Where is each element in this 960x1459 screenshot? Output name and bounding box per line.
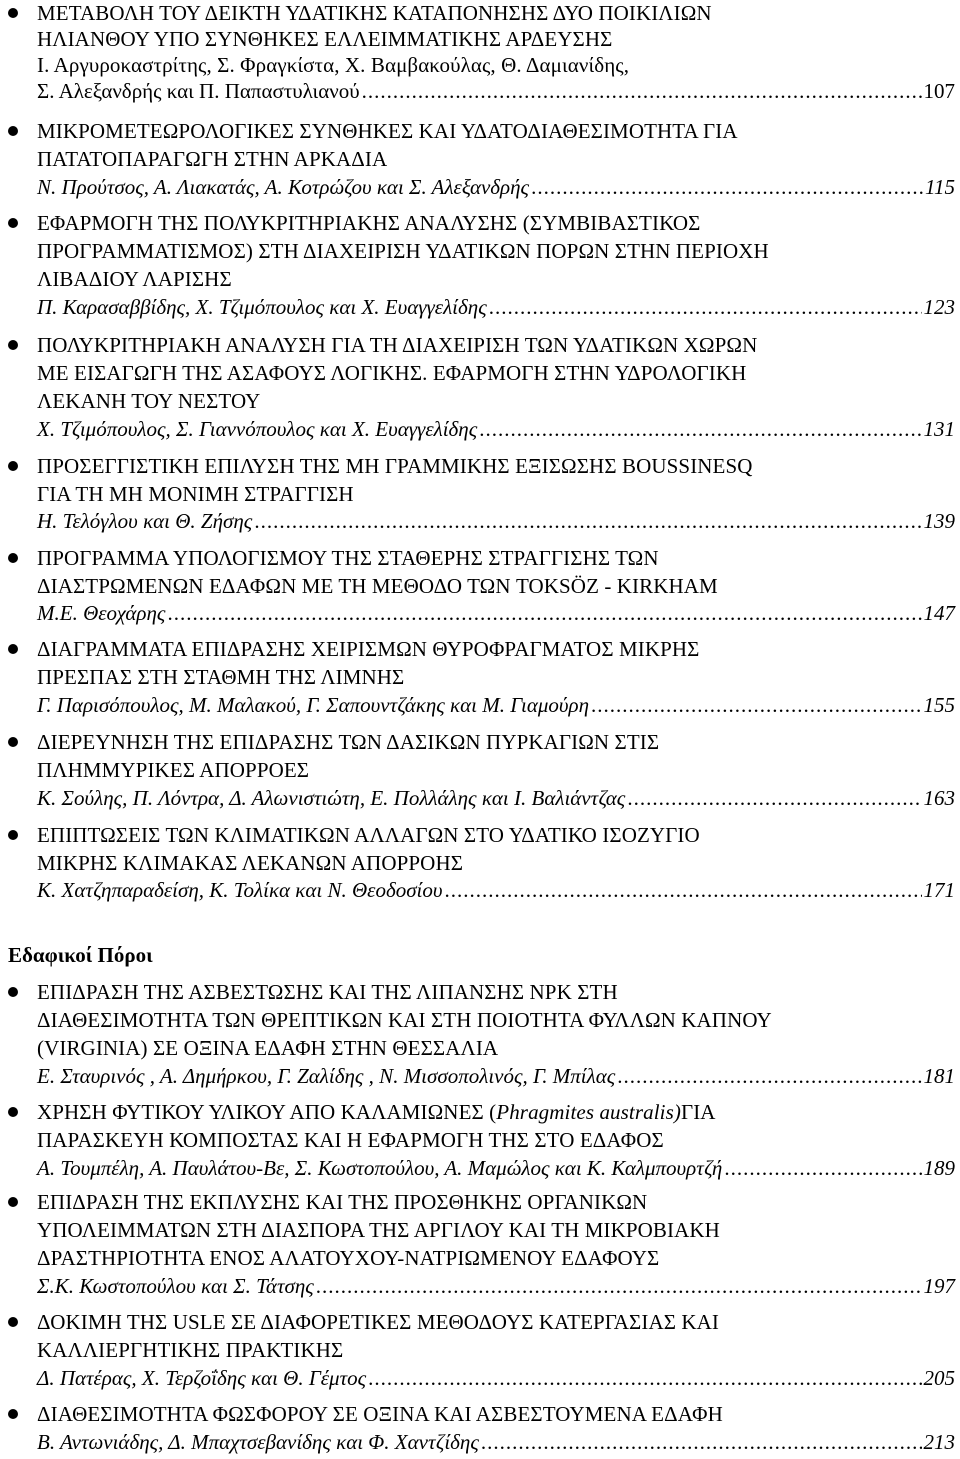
dot-leader [479,416,921,442]
dot-leader [591,692,921,718]
entry-title-line: ΕΠΙΔΡΑΣΗ ΤΗΣ ΑΣΒΕΣΤΩΣΗΣ ΚΑΙ ΤΗΣ ΛΙΠΑΝΣΗΣ NPK ΣΤΗ [37,980,618,1004]
entry-authors: Η. Τελόγλου και Θ. Ζήσης [37,509,253,533]
entry-title-line: ΠΡΟΓΡΑΜΜΑ ΥΠΟΛΟΓΙΣΜΟΥ ΤΗΣ ΣΤΑΘΕΡΗΣ ΣΤΡΑΓΓΙΣΗΣ ΤΩΝ [37,546,659,570]
entry-authors: Π. Καρασαββίδης, Χ. Τζιμόπουλος και Χ. Ευαγγελίδης [37,295,487,319]
entry-page-number: 139 [923,509,955,533]
entry-authors: Β. Αντωνιάδης, Δ. Μπαχτσεβανίδης και Φ. Χαντζίδης [37,1430,479,1454]
entry-author-row [37,78,955,104]
entry-title-text: ΧΡΗΣΗ ΦΥΤΙΚΟΥ ΥΛΙΚΟΥ ΑΠΟ ΚΑΛΑΜΙΩΝΕΣ ( [37,1100,497,1124]
bullet-icon [8,830,18,840]
entry-authors: Ι. Αργυροκαστρίτης, Σ. Φραγκίστα, Χ. Βαμβακούλας, Θ. Δαμιανίδης, [37,53,630,77]
bullet-icon [8,126,18,136]
entry-page-number: 205 [923,1366,955,1390]
entry-title-line: ΜΙΚΡΗΣ ΚΛΙΜΑΚΑΣ ΛΕΚΑΝΩΝ ΑΠΟΡΡΟΗΣ [37,851,464,875]
dot-leader [167,600,921,626]
entry-page-number: 115 [925,175,955,199]
entry-author-row [37,1429,955,1455]
entry-authors: Σ.Κ. Κωστοπούλου και Σ. Τάτσης [37,1274,314,1298]
dot-leader [531,174,923,200]
entry-authors: Μ.Ε. Θεοχάρης [37,601,166,625]
entry-title-line: ΗΛΙΑΝΘΟΥ ΥΠΟ ΣΥΝΘΗΚΕΣ ΕΛΛΕΙΜΜΑΤΙΚΗΣ ΑΡΔΕΥΣΗΣ [37,27,613,51]
dot-leader [362,78,922,104]
entry-page-number: 213 [923,1430,955,1454]
entry-authors: Κ. Χατζηπαραδείση, Κ. Τολίκα και Ν. Θεοδοσίου [37,878,443,902]
entry-page-number: 181 [923,1064,955,1088]
bullet-icon [8,1197,18,1207]
bullet-icon [8,644,18,654]
entry-title-line [37,1099,716,1125]
entry-title-line: ΠΡΟΓΡΑΜΜΑΤΙΣΜΟΣ) ΣΤΗ ΔΙΑΧΕΙΡΙΣΗ ΥΔΑΤΙΚΩΝ ΠΟΡΩΝ ΣΤΗΝ ΠΕΡΙΟΧΗ [37,239,769,263]
entry-author-row [37,877,955,903]
dot-leader [481,1429,922,1455]
entry-title-line: ΥΠΟΛΕΙΜΜΑΤΩΝ ΣΤΗ ΔΙΑΣΠΟΡΑ ΤΗΣ ΑΡΓΙΛΟΥ ΚΑΙ ΤΗ ΜΙΚΡΟΒΙΑΚΗ [37,1218,720,1242]
entry-title-italic: Phragmites australis) [496,1100,681,1124]
entry-title-line: ΠΟΛΥΚΡΙΤΗΡΙΑΚΗ ΑΝΑΛΥΣΗ ΓΙΑ ΤΗ ΔΙΑΧΕΙΡΙΣΗ ΤΩΝ ΥΔΑΤΙΚΩΝ ΧΩΡΩΝ [37,333,758,357]
bullet-icon [8,987,18,997]
entry-title-line: ΔΙΕΡΕΥΝΗΣΗ ΤΗΣ ΕΠΙΔΡΑΣΗΣ ΤΩΝ ΔΑΣΙΚΩΝ ΠΥΡΚΑΓΙΩΝ ΣΤΙΣ [37,730,660,754]
dot-leader [368,1365,921,1391]
entry-authors: Δ. Πατέρας, Χ. Τερζοΐδης και Θ. Γέμτος [37,1366,367,1390]
entry-author-row [37,174,955,200]
entry-authors: Σ. Αλεξανδρής και Π. Παπαστυλιανού [37,79,360,103]
entry-page-number: 147 [923,601,955,625]
entry-title-line: ΠΡΟΣΕΓΓΙΣΤΙΚΗ ΕΠΙΛΥΣΗ ΤΗΣ ΜΗ ΓΡΑΜΜΙΚΗΣ ΕΞΙΣΩΣΗΣ BOUSSINESQ [37,454,753,478]
entry-title-line: ΚΑΛΛΙΕΡΓΗΤΙΚΗΣ ΠΡΑΚΤΙΚΗΣ [37,1338,344,1362]
bullet-icon [8,1107,18,1117]
entry-title-line: ΓΙΑ ΤΗ ΜΗ ΜΟΝΙΜΗ ΣΤΡΑΓΓΙΣΗ [37,482,354,506]
entry-page-number: 155 [923,693,955,717]
entry-title-text: ΓΙΑ [680,1100,716,1124]
entry-title-line: ΔΙΑΘΕΣΙΜΟΤΗΤΑ ΤΩΝ ΘΡΕΠΤΙΚΩΝ ΚΑΙ ΣΤΗ ΠΟΙΟΤΗΤΑ ΦΥΛΛΩΝ ΚΑΠΝΟΥ [37,1008,772,1032]
entry-title-line: ΛΕΚΑΝΗ ΤΟΥ ΝΕΣΤΟΥ [37,389,261,413]
entry-page-number: 171 [923,878,955,902]
entry-author-row [37,692,955,718]
entry-title-line: ΕΠΙΔΡΑΣΗ ΤΗΣ ΕΚΠΛΥΣΗΣ ΚΑΙ ΤΗΣ ΠΡΟΣΘΗΚΗΣ ΟΡΓΑΝΙΚΩΝ [37,1190,648,1214]
bullet-icon [8,461,18,471]
bullet-icon [8,1409,18,1419]
dot-leader [489,294,922,320]
entry-title-line: ΠΑΡΑΣΚΕΥΗ ΚΟΜΠΟΣΤΑΣ ΚΑΙ Η ΕΦΑΡΜΟΓΗ ΤΗΣ ΣΤΟ ΕΔΑΦΟΣ [37,1128,664,1152]
entry-page-number: 123 [923,295,955,319]
entry-page-number: 131 [923,417,955,441]
entry-page-number: 189 [923,1156,955,1180]
dot-leader [724,1155,921,1181]
entry-authors: Χ. Τζιμόπουλος, Σ. Γιαννόπουλος και Χ. Ευαγγελίδης [37,417,478,441]
entry-author-row [37,1155,955,1181]
bullet-icon [8,1317,18,1327]
entry-author-row [37,416,955,442]
entry-authors: Ν. Προύτσος, Α. Λιακατάς, Α. Κοτρώζου και Σ. Αλεξανδρής [37,175,530,199]
entry-author-row [37,600,955,626]
entry-title-line: ΜΕ ΕΙΣΑΓΩΓΗ ΤΗΣ ΑΣΑΦΟΥΣ ΛΟΓΙΚΗΣ. ΕΦΑΡΜΟΓΗ ΣΤΗΝ ΥΔΡΟΛΟΓΙΚΗ [37,361,747,385]
entry-title-line: ΠΡΕΣΠΑΣ ΣΤΗ ΣΤΑΘΜΗ ΤΗΣ ΛΙΜΝΗΣ [37,665,405,689]
entry-title-line: ΔΟΚΙΜΗ ΤΗΣ USLE ΣΕ ΔΙΑΦΟΡΕΤΙΚΕΣ ΜΕΘΟΔΟΥΣ ΚΑΤΕΡΓΑΣΙΑΣ ΚΑΙ [37,1310,720,1334]
dot-leader [254,508,921,534]
entry-title-line: ΜΙΚΡΟΜΕΤΕΩΡΟΛΟΓΙΚΕΣ ΣΥΝΘΗΚΕΣ ΚΑΙ ΥΔΑΤΟΔΙΑΘΕΣΙΜΟΤΗΤΑ ΓΙΑ [37,119,738,143]
entry-title-line: ΜΕΤΑΒΟΛΗ ΤΟΥ ΔΕΙΚΤΗ ΥΔΑΤΙΚΗΣ ΚΑΤΑΠΟΝΗΣΗΣ ΔΥΟ ΠΟΙΚΙΛΙΩΝ [37,1,712,25]
entry-title-line: ΔΙΑΘΕΣΙΜΟΤΗΤΑ ΦΩΣΦΟΡΟΥ ΣΕ ΟΞΙΝΑ ΚΑΙ ΑΣΒΕΣΤΟΥΜΕΝΑ ΕΔΑΦΗ [37,1402,723,1426]
entry-author-row [37,508,955,534]
entry-author-row [37,1273,955,1299]
entry-title-line: ΕΦΑΡΜΟΓΗ ΤΗΣ ΠΟΛΥΚΡΙΤΗΡΙΑΚΗΣ ΑΝΑΛΥΣΗΣ (ΣΥΜΒΙΒΑΣΤΙΚΟΣ [37,211,701,235]
entry-title-line: ΛΙΒΑΔΙΟΥ ΛΑΡΙΣΗΣ [37,267,232,291]
dot-leader [316,1273,922,1299]
bullet-icon [8,553,18,563]
entry-author-row [37,294,955,320]
bullet-icon [8,218,18,228]
entry-page-number: 197 [923,1274,955,1298]
entry-title-line: ΔΙΑΓΡΑΜΜΑΤΑ ΕΠΙΔΡΑΣΗΣ ΧΕΙΡΙΣΜΩΝ ΘΥΡΟΦΡΑΓΜΑΤΟΣ ΜΙΚΡΗΣ [37,637,700,661]
section-heading: Εδαφικοί Πόροι [8,943,153,967]
entry-author-row [37,1063,955,1089]
dot-leader [627,785,921,811]
entry-title-line: ΔΡΑΣΤΗΡΙΟΤΗΤΑ ΕΝΟΣ ΑΛΑΤΟΥΧΟΥ-ΝΑΤΡΙΩΜΕΝΟΥ ΕΔΑΦΟΥΣ [37,1246,660,1270]
entry-authors: Α. Τουμπέλη, Α. Παυλάτου-Βε, Σ. Κωστοπούλου, Α. Μαμώλος και Κ. Καλμπουρτζή [37,1156,723,1180]
entry-page-number: 107 [923,79,955,103]
entry-author-row [37,785,955,811]
entry-authors: Ε. Σταυρινός , Α. Δημήρκου, Γ. Ζαλίδης , Ν. Μισσοπολινός, Γ. Μπίλας [37,1064,616,1088]
bullet-icon [8,8,18,18]
dot-leader [445,877,922,903]
entry-author-row [37,1365,955,1391]
bullet-icon [8,340,18,350]
entry-authors: Κ. Σούλης, Π. Λόντρα, Δ. Αλωνιστιώτη, Ε. Πολλάλης και Ι. Βαλιάντζας [37,786,626,810]
entry-title-line: ΠΑΤΑΤΟΠΑΡΑΓΩΓΗ ΣΤΗΝ ΑΡΚΑΔΙΑ [37,147,388,171]
entry-page-number: 163 [923,786,955,810]
entry-title-line: (VIRGINIA) ΣΕ ΟΞΙΝΑ ΕΔΑΦΗ ΣΤΗΝ ΘΕΣΣΑΛΙΑ [37,1036,499,1060]
bullet-icon [8,737,18,747]
entry-authors: Γ. Παρισόπουλος, Μ. Μαλακού, Γ. Σαπουντζάκης και Μ. Γιαμούρη [37,693,590,717]
dot-leader [617,1063,921,1089]
entry-title-line: ΠΛΗΜΜΥΡΙΚΕΣ ΑΠΟΡΡΟΕΣ [37,758,310,782]
entry-title-line: ΔΙΑΣΤΡΩΜΕΝΩΝ ΕΔΑΦΩΝ ΜΕ ΤΗ ΜΕΘΟΔΟ ΤΩΝ TOKSÖZ - KIRKHAM [37,574,718,598]
entry-title-line: ΕΠΙΠΤΩΣΕΙΣ ΤΩΝ ΚΛΙΜΑΤΙΚΩΝ ΑΛΛΑΓΩΝ ΣΤΟ ΥΔΑΤΙΚΟ ΙΣΟΖΥΓΙΟ [37,823,700,847]
